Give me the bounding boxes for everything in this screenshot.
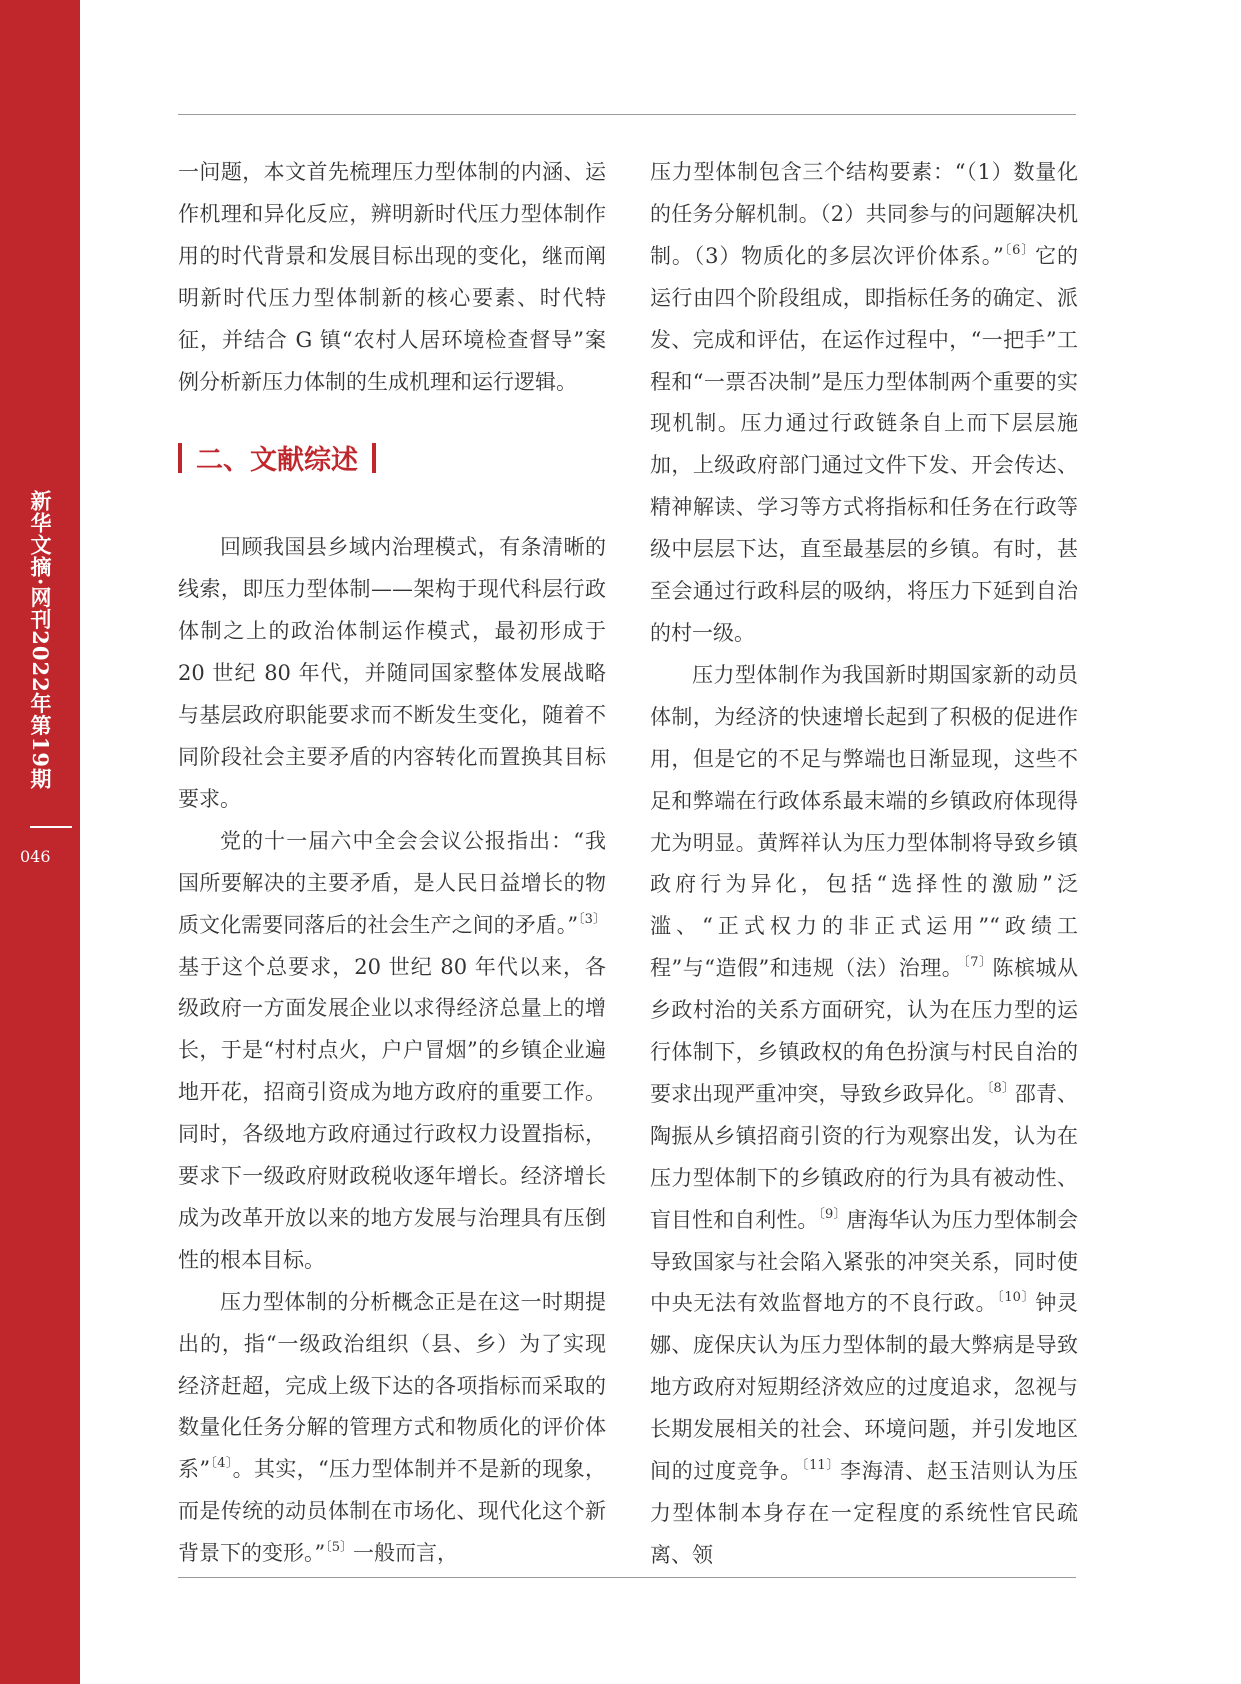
left-column bbox=[178, 152, 606, 1575]
sidebar-divider bbox=[30, 826, 72, 828]
paragraph-communique: 党的十一届六中全会会议公报指出：“我国所要解决的主要矛盾，是人民日益增长的物质文化需要同落后的社会生产之间的矛盾。”$^{〔3〕}$基于这个总要求，20 世纪 80 年代以来，各级政府一方面发展企业以求得经济总量上的增长，于是“村村点火，户户冒烟”的乡镇企业遍地开花，招商引资成为地方政府的重要工作。同时，各级地方政府通过行政权力设置指标，要求下一级政府财政税收逐年增长。经济增长成为改革开放以来的地方发展与治理具有压倒性的根本目标。 bbox=[178, 828, 606, 1272]
citation-5: 〔5〕 bbox=[325, 1540, 354, 1556]
bottom-rule bbox=[178, 1577, 1076, 1578]
citation-11: 〔11〕 bbox=[801, 1458, 841, 1474]
top-rule bbox=[178, 114, 1076, 115]
paragraph-structure: 压力型体制包含三个结构要素：“（1）数量化的任务分解机制。（2）共同参与的问题解决机制。（3）物质化的多层次评价体系。”$^{〔6〕}$它的运行由四个阶段组成，即指标任务的确定、派发、完成和评估，在运作过程中，“一把手”工程和“一票否决制”是压力型体制两个重要的实现机制。压力通过行政链条自上而下层层施加，上级政府部门通过文件下发、开会传达、精神解读、学习等方式将指标和任务在行政等级中层层下达，直至最基层的乡镇。有时，甚至会通过行政科层的吸纳，将压力下延到自治的村一级。 bbox=[650, 160, 1078, 645]
section-heading-text: 二、文献综述 bbox=[196, 445, 358, 477]
heading-bar-left bbox=[178, 443, 182, 473]
paragraph-review: 回顾我国县乡域内治理模式，有条清晰的线索，即压力型体制——架构于现代科层行政体制之上的政治体制运作模式，最初形成于 20 世纪 80 年代，并随同国家整体发展战略与基层政府职能要求而不断发生变化，随着不同阶段社会主要矛盾的内容转化而置换其目标要求。 bbox=[178, 535, 606, 811]
right-column bbox=[650, 152, 1078, 1577]
page-number: 046 bbox=[20, 847, 51, 866]
citation-4: 〔4〕 bbox=[210, 1456, 233, 1472]
paragraph-concept: 压力型体制的分析概念正是在这一时期提出的，指“一级政治组织（县、乡）为了实现经济赶超，完成上级下达的各项指标而采取的数量化任务分解的管理方式和物质化的评价体系”$^{〔4〕}$。其实，“压力型体制并不是新的现象，而是传统的动员体制在市场化、现代化这个新背景下的变形。”$^{〔5〕}$一般而言， bbox=[178, 1289, 606, 1566]
citation-9: 〔9〕 bbox=[818, 1206, 847, 1222]
heading-bar-right bbox=[372, 443, 376, 473]
paragraph-intro-end: 一问题，本文首先梳理压力型体制的内涵、运作机理和异化反应，辨明新时代压力型体制作用的时代背景和发展目标出现的变化，继而阐明新时代压力型体制新的核心要素、时代特征，并结合 G 镇“农村人居环境检查督导”案例分析新压力体制的生成机理和运行逻辑。 bbox=[178, 160, 606, 394]
paragraph-critique: 压力型体制作为我国新时期国家新的动员体制，为经济的快速增长起到了积极的促进作用，但是它的不足与弊端也日渐显现，这些不足和弊端在行政体系最末端的乡镇政府体现得尤为明显。黄辉祥认为压力型体制将导致乡镇政府行为异化，包括“选择性的激励”泛滥、“正式权力的非正式运用”“政绩工程”与“造假”和违规（法）治理。$^{〔7〕}$陈槟城从乡政村治的关系方面研究，认为在压力型的运行体制下，乡镇政权的角色扮演与村民自治的要求出现严重冲突，导致乡政异化。$^{〔8〕}$邵青、陶振从乡镇招商引资的行为观察出发，认为在压力型体制下的乡镇政府的行为具有被动性、盲目性和自利性。$^{〔9〕}$唐海华认为压力型体制会导致国家与社会陷入紧张的冲突关系，同时使中央无法有效监督地方的不良行政。$^{〔10〕}$钟灵娜、庞保庆认为压力型体制的最大弊病是导致地方政府对短期经济效应的过度追求，忽视与长期发展相关的社会、环境问题，并引发地区间的过度竞争。$^{〔11〕}$李海清、赵玉洁则认为压力型体制本身存在一定程度的系统性官民疏离、领 bbox=[650, 662, 1079, 1567]
citation-8: 〔8〕 bbox=[986, 1080, 1015, 1096]
citation-10: 〔10〕 bbox=[997, 1290, 1036, 1306]
citation-6: 〔6〕 bbox=[1003, 242, 1036, 258]
citation-3: 〔3〕 bbox=[578, 911, 606, 927]
journal-title: 新华文摘·网刊2022年第19期 bbox=[28, 490, 53, 790]
citation-7: 〔7〕 bbox=[963, 955, 993, 971]
section-heading bbox=[178, 433, 606, 489]
sidebar-band bbox=[0, 0, 80, 1684]
